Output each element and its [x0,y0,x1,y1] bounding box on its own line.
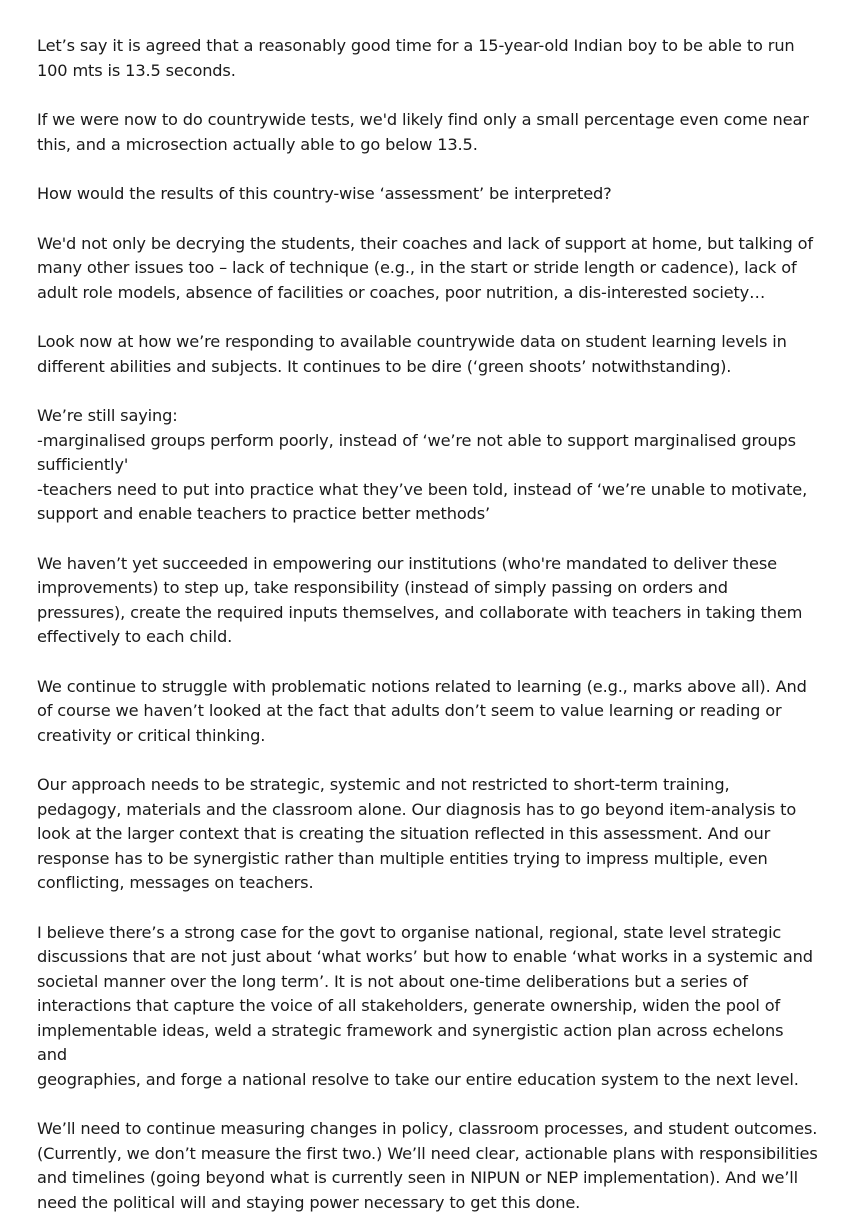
text-line: conflicting, messages on teachers. [37,871,818,896]
text-line: societal manner over the long term’. It is not about one-time deliberations but a series of [37,970,818,995]
text-line: -marginalised groups perform poorly, instead of ‘we’re not able to support marginalised groups [37,429,818,454]
text-line: We haven’t yet succeeded in empowering our institutions (who're mandated to deliver these [37,552,818,577]
paragraph-still-saying [37,404,818,527]
text-line: Look now at how we’re responding to available countrywide data on student learning levels in [37,330,818,355]
text-line: -teachers need to put into practice what they’ve been told, instead of ‘we’re unable to motivate, [37,478,818,503]
text-line: many other issues too – lack of technique (e.g., in the start or stride length or cadence), lack of [37,256,818,281]
paragraph-learning-data [37,330,818,379]
text-line: of course we haven’t looked at the fact that adults don’t seem to value learning or reading or [37,699,818,724]
paragraph-countrywide-tests [37,108,818,157]
text-line: sufficiently' [37,453,818,478]
text-line: Let’s say it is agreed that a reasonably good time for a 15-year-old Indian boy to be able to run [37,34,818,59]
text-line: If we were now to do countrywide tests, we'd likely find only a small percentage even come near [37,108,818,133]
text-line: 100 mts is 13.5 seconds. [37,59,818,84]
text-line: interactions that capture the voice of all stakeholders, generate ownership, widen the pool of [37,994,818,1019]
text-line: I believe there’s a strong case for the govt to organise national, regional, state level strategic [37,921,818,946]
text-line: We continue to struggle with problematic notions related to learning (e.g., marks above all). And [37,675,818,700]
text-line: discussions that are not just about ‘what works’ but how to enable ‘what works in a systemic and [37,945,818,970]
text-line: How would the results of this country-wise ‘assessment’ be interpreted? [37,182,818,207]
text-line: We’ll need to continue measuring changes in policy, classroom processes, and student outcomes. [37,1117,818,1142]
paragraph-strategic-approach [37,773,818,896]
text-line: this, and a microsection actually able to go below 13.5. [37,133,818,158]
text-line: pressures), create the required inputs themselves, and collaborate with teachers in taking them [37,601,818,626]
text-line: different abilities and subjects. It continues to be dire (‘green shoots’ notwithstanding). [37,355,818,380]
text-line: and timelines (going beyond what is currently seen in NIPUN or NEP implementation). And we’ll [37,1166,818,1191]
text-line: effectively to each child. [37,625,818,650]
paragraph-strategic-discussions [37,921,818,1093]
text-line: implementable ideas, weld a strategic framework and synergistic action plan across echelons and [37,1019,818,1068]
text-line: improvements) to step up, take responsibility (instead of simply passing on orders and [37,576,818,601]
paragraph-empowering-institutions [37,552,818,650]
text-line: Our approach needs to be strategic, systemic and not restricted to short-term training, [37,773,818,798]
paragraph-100m-benchmark [37,34,818,83]
text-line: geographies, and forge a national resolve to take our entire education system to the next level. [37,1068,818,1093]
paragraph-interpretation-question [37,182,818,207]
text-line: need the political will and staying power necessary to get this done. [37,1191,818,1215]
text-line: We’re still saying: [37,404,818,429]
paragraph-problematic-notions [37,675,818,749]
text-line: response has to be synergistic rather than multiple entities trying to impress multiple, even [37,847,818,872]
text-line: (Currently, we don’t measure the first two.) We’ll need clear, actionable plans with responsibilities [37,1142,818,1167]
text-line: support and enable teachers to practice better methods’ [37,502,818,527]
text-line: pedagogy, materials and the classroom alone. Our diagnosis has to go beyond item-analysis to [37,798,818,823]
text-line: adult role models, absence of facilities or coaches, poor nutrition, a dis-interested society… [37,281,818,306]
text-line: look at the larger context that is creating the situation reflected in this assessment. And our [37,822,818,847]
text-line: We'd not only be decrying the students, their coaches and lack of support at home, but talking of [37,232,818,257]
paragraph-decrying-issues [37,232,818,306]
paragraph-measuring-changes [37,1117,818,1215]
text-line: creativity or critical thinking. [37,724,818,749]
